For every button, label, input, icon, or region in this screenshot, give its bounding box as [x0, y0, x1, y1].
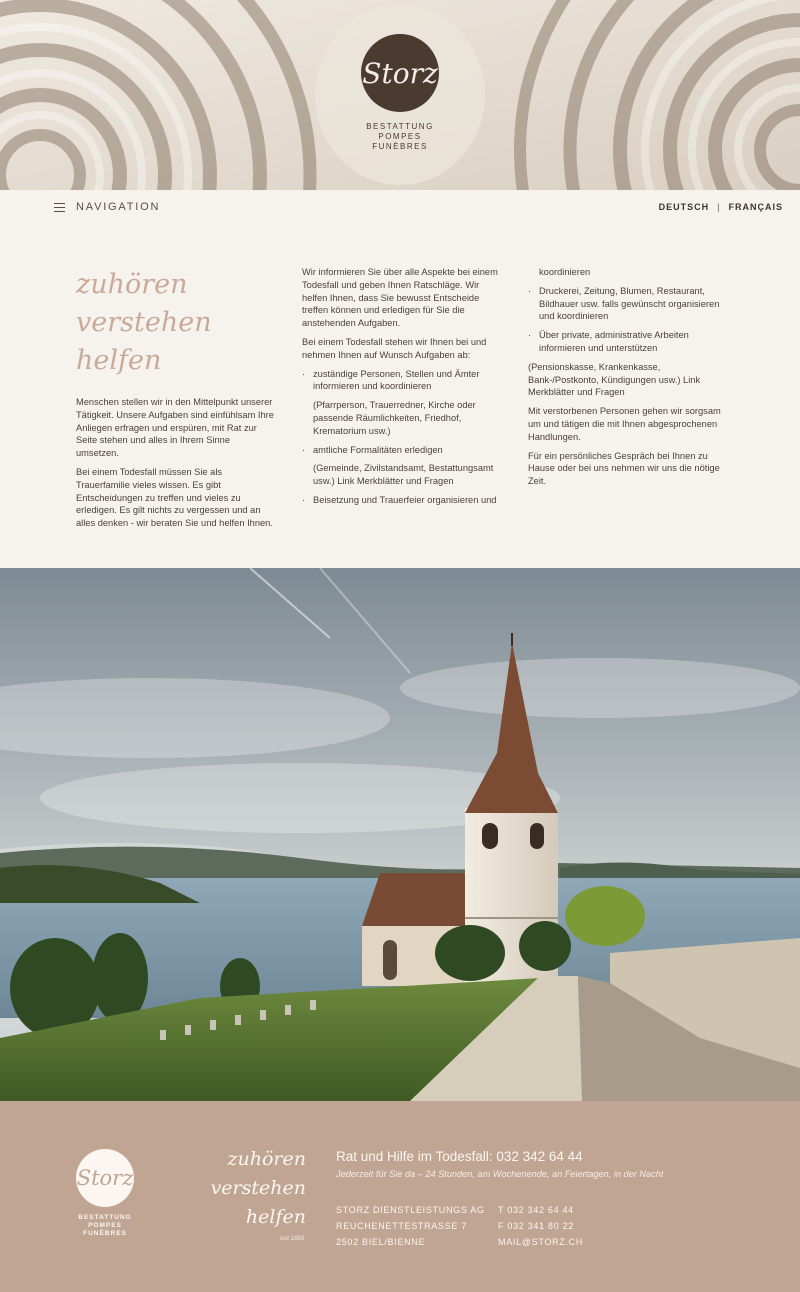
logo-mark: Storz [361, 34, 439, 112]
logo-sub-line: BESTATTUNG [366, 122, 434, 131]
services-paragraph: Mit verstorbenen Personen gehen wir sorgsam um und tätigen die mit Ihnen abgesprochenen Handlungen. [528, 406, 721, 442]
tagline-line: helfen [76, 345, 162, 376]
footer-logo[interactable] [76, 1149, 134, 1238]
services-column-2 [528, 266, 728, 494]
list-item: · Über private, administrative Arbeiten informieren und unterstützen [528, 329, 728, 355]
footer-logo-mark: Storz [76, 1149, 134, 1207]
list-item-detail: (Gemeinde, Zivilstandsamt, Bestattungsamt usw.) Link Merkblätter und Fragen [313, 463, 494, 487]
tagline-line: verstehen [210, 1177, 306, 1199]
footer-tagline [196, 1145, 306, 1232]
list-item: · Beisetzung und Trauerfeier organisieren und [302, 494, 500, 507]
address-line: STORZ DIENSTLEISTUNGS AG [336, 1205, 485, 1215]
tagline-line: zuhören [227, 1148, 306, 1170]
services-list [302, 368, 500, 507]
list-item-detail: (Pfarrperson, Trauerredner, Kirche oder passende Räumlichkeiten, Friedhof, Krematorium usw.) [313, 400, 476, 436]
logo-sub-line: FUNÈBRES [372, 142, 428, 151]
site-footer [0, 1101, 800, 1292]
tagline-line: helfen [245, 1206, 306, 1228]
services-column-1 [302, 266, 500, 513]
company-address [336, 1202, 485, 1250]
church-landscape-image [0, 568, 800, 1101]
footer-logo-subtitle [76, 1214, 134, 1238]
main-content [0, 224, 800, 568]
address-line: REUCHENETTESTRASSE 7 [336, 1221, 468, 1231]
services-note: (Pensionskasse, Krankenkasse, Bank-/Postkonto, Kündigungen usw.) Link Merkblätter und Fragen [528, 361, 701, 398]
logo-sub-line: POMPES [378, 132, 422, 141]
top-navbar [0, 190, 800, 224]
logo-sub-line: BESTATTUNG [78, 1214, 132, 1221]
contact-details [498, 1202, 583, 1250]
language-switcher [659, 202, 783, 212]
availability-note: Jederzeit für Sie da – 24 Stunden, am Wochenende, an Feiertagen, in der Nacht [336, 1169, 664, 1179]
list-item-continuation: koordinieren [539, 267, 591, 277]
list-item: · zuständige Personen, Stellen und Ämter informieren und koordinieren [302, 368, 500, 394]
since-label: seit 1883 [279, 1236, 304, 1242]
intro-paragraph: Menschen stellen wir in den Mittelpunkt unserer Tätigkeit. Unsere Aufgaben sind einfühlsam Ihre Anliegen erfragen und erspüren, mit Rat zur Seite stehen und alles in Ihrem Sinne umsetzen. [76, 397, 274, 459]
church-lake-photo [0, 568, 800, 1101]
list-item: · Druckerei, Zeitung, Blumen, Restaurant, Bildhauer usw. falls gewünscht organisieren und koordinieren [528, 285, 728, 323]
emergency-headline: Rat und Hilfe im Todesfall: 032 342 64 44 [336, 1149, 583, 1164]
tagline-line: zuhören [76, 269, 188, 300]
list-item: · amtliche Formalitäten erledigen [302, 444, 500, 457]
logo-subtitle [360, 122, 440, 152]
hamburger-icon [54, 203, 65, 212]
logo-sub-line: FUNÈBRES [83, 1230, 127, 1237]
lang-separator: | [717, 202, 721, 212]
navigation-toggle[interactable] [54, 201, 160, 213]
hero-banner [0, 0, 800, 190]
navigation-label: NAVIGATION [76, 201, 161, 213]
intro-paragraph: Bei einem Todesfall müssen Sie als Trauerfamilie vieles wissen. Es gibt Entscheidungen zu treffen und vieles zu erledigen. Es gilt nichts zu vergessen und an alles denken - wir beraten Sie und helfen Ihnen. [76, 466, 273, 529]
address-line: 2502 BIEL/BIENNE [336, 1237, 426, 1247]
brand-logo[interactable] [360, 34, 440, 152]
lang-francais[interactable]: FRANÇAIS [728, 202, 783, 212]
services-paragraph: Für ein persönliches Gespräch bei Ihnen zu Hause oder bei uns nehmen wir uns die nötige Zeit. [528, 450, 720, 487]
tagline-line: verstehen [76, 307, 212, 338]
email-link[interactable]: MAIL@STORZ.CH [498, 1237, 584, 1247]
page-tagline [76, 266, 212, 380]
services-intro: Wir informieren Sie über alle Aspekte bei einem Todesfall und geben Ihnen Ratschläge. Wir helfen Ihnen, dass Sie bewusst Entscheide treffen können und erledigen für Sie die anstehenden Aufgaben. [302, 267, 498, 329]
logo-sub-line: POMPES [88, 1222, 122, 1229]
lang-deutsch[interactable]: DEUTSCH [658, 202, 710, 212]
phone-number[interactable]: T 032 342 64 44 [498, 1205, 574, 1215]
services-list [528, 285, 728, 355]
services-lead: Bei einem Todesfall stehen wir Ihnen bei und nehmen Ihnen auf Wunsch Aufgaben ab: [302, 336, 487, 360]
fax-number: F 032 341 80 22 [498, 1221, 575, 1231]
intro-column [76, 396, 274, 536]
